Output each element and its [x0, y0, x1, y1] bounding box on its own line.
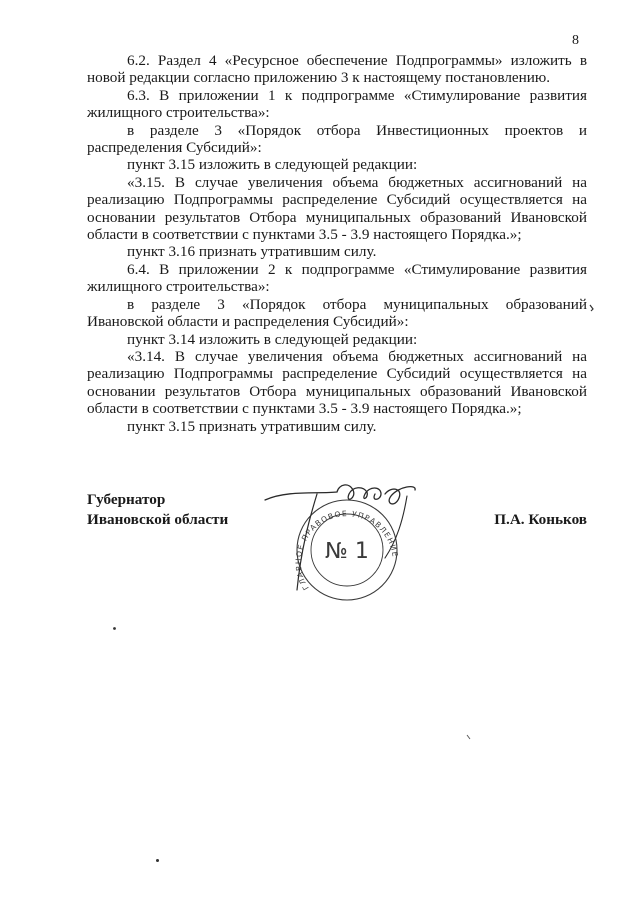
- scan-mark: [466, 734, 471, 740]
- signature-loop: [385, 487, 415, 504]
- paragraph-point-3-14-intro: пункт 3.14 изложить в следующей редакции:: [127, 330, 418, 348]
- paragraph-point-3-15-void: пункт 3.15 признать утратившим силу.: [127, 417, 377, 435]
- paragraph-section-3-appendix-2: в разделе 3 «Порядок отбора муниципальных образований Ивановской области и распределения Субсидий»:: [87, 295, 587, 331]
- seal-ring-text: ГЛАВНОЕ ПРАВОВОЕ УПРАВЛЕНИЕ: [293, 508, 400, 592]
- paragraph-point-3-14-text: «3.14. В случае увеличения объема бюджетных ассигнований на реализацию Подпрограммы распределение Субсидий осуществляется на основании результатов Отбора муниципальных образований Ивановской области в соответствии с пунктами 3.5 - 3.9 настоящего Порядка.»;: [87, 347, 587, 418]
- paragraph-6-2: 6.2. Раздел 4 «Ресурсное обеспечение Подпрограммы» изложить в новой редакции согласно приложению 3 к настоящему постановлению.: [87, 52, 587, 87]
- signature-stroke: [265, 485, 381, 500]
- signature-block: [87, 490, 587, 620]
- governor-title-line-2: Ивановской области: [87, 511, 229, 528]
- governor-name: П.А. Коньков: [494, 511, 587, 528]
- paragraph-point-3-16-void: пункт 3.16 признать утратившим силу.: [127, 243, 377, 261]
- document-body: [87, 52, 587, 435]
- scan-mark: [589, 304, 595, 312]
- page-number: 8: [572, 33, 579, 48]
- paragraph-6-4: 6.4. В приложении 2 к подпрограмме «Стимулирование развития жилищного строительства»:: [87, 260, 587, 296]
- paragraph-point-3-15-text: «3.15. В случае увеличения объема бюджетных ассигнований на реализацию Подпрограммы распределение Субсидий осуществляется на основании результатов Отбора муниципальных образований Ивановской области в соответствии с пунктами 3.5 - 3.9 настоящего Порядка.»;: [87, 173, 587, 244]
- scan-mark: [112, 626, 117, 631]
- scan-mark: [155, 858, 160, 863]
- official-seal-and-signature: [257, 480, 427, 605]
- governor-title: [87, 490, 228, 530]
- paragraph-section-3-appendix-1: в разделе 3 «Порядок отбора Инвестиционных проектов и распределения Субсидий»:: [87, 121, 587, 157]
- paragraph-6-3: 6.3. В приложении 1 к подпрограмме «Стимулирование развития жилищного строительства»:: [87, 86, 587, 122]
- seal-number: № 1: [325, 539, 369, 564]
- governor-title-line-1: Губернатор: [87, 491, 166, 508]
- paragraph-point-3-15-intro: пункт 3.15 изложить в следующей редакции:: [127, 156, 418, 174]
